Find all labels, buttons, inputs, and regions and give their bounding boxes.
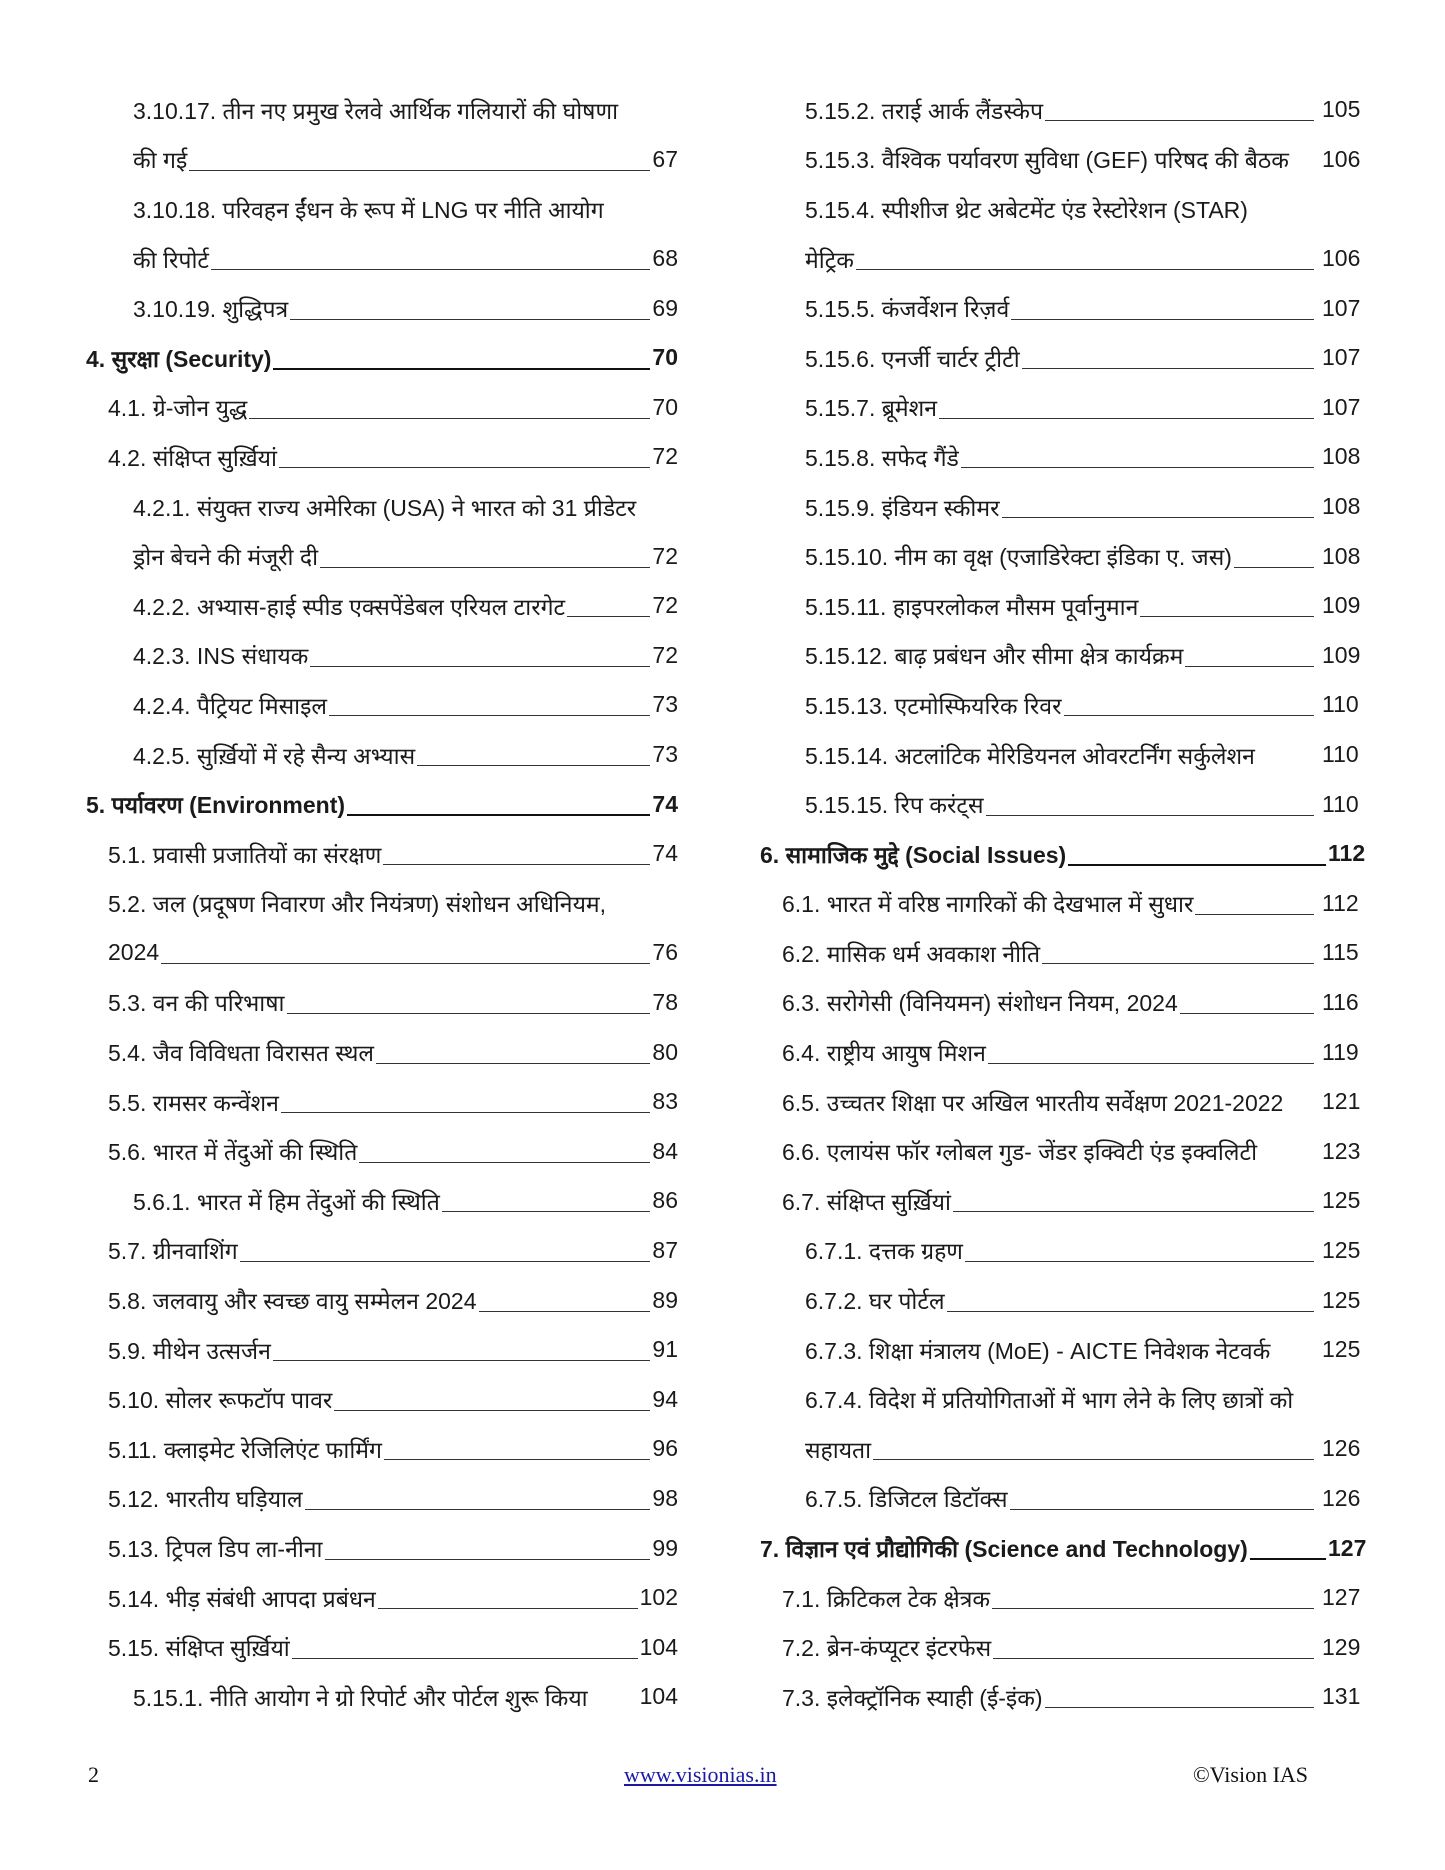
toc-page-number: 67 bbox=[652, 145, 678, 172]
toc-entry-title: 6.7.4. विदेश में प्रतियोगिताओं में भाग लेने के लिए छात्रों को bbox=[805, 1387, 1294, 1414]
toc-entry[interactable] bbox=[740, 730, 1380, 780]
toc-page-number: 84 bbox=[652, 1137, 678, 1164]
toc-page-number: 89 bbox=[652, 1286, 678, 1313]
toc-leader-line bbox=[240, 1261, 651, 1262]
toc-entry-title: 5.15.2. तराई आर्क लैंडस्केप bbox=[805, 97, 1044, 124]
toc-entry-title: 5.15.3. वैश्विक पर्यावरण सुविधा (GEF) परिषद की बैठक bbox=[805, 147, 1289, 174]
toc-leader-line bbox=[292, 1658, 638, 1659]
toc-entry[interactable] bbox=[0, 383, 690, 433]
toc-leader-line bbox=[953, 1211, 1314, 1212]
toc-entry[interactable] bbox=[0, 1622, 690, 1672]
toc-page-number: 119 bbox=[1322, 1038, 1359, 1065]
toc-page-number: 108 bbox=[1322, 443, 1361, 470]
toc-leader-line bbox=[273, 1360, 651, 1361]
toc-entry[interactable] bbox=[0, 730, 690, 780]
toc-page-number: 74 bbox=[652, 790, 678, 817]
toc-leader-line bbox=[1010, 1509, 1314, 1510]
toc-page-number: 72 bbox=[652, 641, 678, 668]
toc-entry[interactable] bbox=[0, 978, 690, 1028]
toc-leader-line bbox=[211, 269, 650, 270]
toc-entry-title: 7.2. ब्रेन-कंप्यूटर इंटरफेस bbox=[782, 1635, 992, 1662]
toc-leader-line bbox=[1068, 864, 1326, 866]
toc-entry-title: 6. सामाजिक मुद्दे (Social Issues) bbox=[760, 841, 1067, 868]
toc-entry[interactable] bbox=[740, 184, 1380, 234]
toc-entry[interactable] bbox=[0, 680, 690, 730]
toc-entry-title: 5.15.1. नीति आयोग ने ग्रो रिपोर्ट और पोर्टल शुरू किया bbox=[133, 1684, 588, 1711]
toc-page-number: 115 bbox=[1322, 939, 1359, 966]
toc-page-number: 108 bbox=[1322, 493, 1361, 520]
toc-leader-line bbox=[249, 418, 650, 419]
toc-entry[interactable] bbox=[0, 581, 690, 631]
toc-entry-title: 5.5. रामसर कन्वेंशन bbox=[108, 1089, 279, 1116]
toc-page-number: 83 bbox=[652, 1088, 678, 1115]
toc-entry-title: 4.2. संक्षिप्त सुर्ख़ियां bbox=[108, 444, 277, 471]
toc-entry-title: 3.10.18. परिवहन ईंधन के रूप में LNG पर नीति आयोग bbox=[133, 196, 604, 223]
toc-chapter-entry[interactable] bbox=[0, 333, 690, 383]
toc-leader-line bbox=[325, 1559, 651, 1560]
toc-entry-title: 6.2. मासिक धर्म अवकाश नीति bbox=[782, 940, 1041, 967]
toc-entry-title: 2024 bbox=[108, 939, 160, 966]
toc-page-number: 107 bbox=[1322, 344, 1361, 371]
copyright-text: ©Vision IAS bbox=[1193, 1762, 1309, 1787]
toc-leader-line bbox=[567, 616, 650, 617]
toc-entry-title: 6.7. संक्षिप्त सुर्ख़ियां bbox=[782, 1188, 951, 1215]
toc-entry-title: की गई bbox=[133, 147, 188, 174]
toc-page-number: 127 bbox=[1328, 1534, 1367, 1561]
toc-page-number: 116 bbox=[1322, 988, 1359, 1015]
toc-page-number: 131 bbox=[1322, 1683, 1361, 1710]
toc-entry-title: ड्रोन बेचने की मंजूरी दी bbox=[133, 544, 319, 571]
website-link[interactable]: www.visionias.in bbox=[624, 1762, 777, 1787]
toc-entry-title: सहायता bbox=[805, 1436, 872, 1463]
toc-entry[interactable] bbox=[740, 1573, 1380, 1623]
page-number: 2 bbox=[88, 1762, 99, 1787]
toc-entry[interactable] bbox=[0, 1226, 690, 1276]
toc-leader-line bbox=[1011, 319, 1314, 320]
toc-leader-line bbox=[993, 1658, 1314, 1659]
toc-leader-line bbox=[988, 1063, 1314, 1064]
toc-leader-line bbox=[290, 319, 650, 320]
toc-entry-title: 4.1. ग्रे-जोन युद्ध bbox=[108, 395, 248, 422]
toc-leader-line bbox=[273, 368, 650, 370]
toc-entry[interactable] bbox=[0, 829, 690, 879]
toc-entry[interactable] bbox=[740, 482, 1380, 532]
toc-page-number: 109 bbox=[1322, 641, 1361, 668]
toc-entry[interactable] bbox=[740, 1672, 1380, 1722]
toc-leader-line bbox=[189, 170, 650, 171]
toc-page-number: 102 bbox=[639, 1584, 678, 1611]
toc-page-number: 70 bbox=[652, 393, 678, 420]
toc-entry-title: 5.14. भीड़ संबंधी आपदा प्रबंधन bbox=[108, 1585, 376, 1612]
toc-entry-title: की रिपोर्ट bbox=[133, 246, 209, 273]
toc-leader-line bbox=[378, 1608, 638, 1609]
toc-page-number: 109 bbox=[1322, 592, 1361, 619]
toc-entry[interactable] bbox=[0, 1275, 690, 1325]
toc-entry-title: 4.2.1. संयुक्त राज्य अमेरिका (USA) ने भारत को 31 प्रीडेटर bbox=[133, 494, 637, 521]
toc-leader-line bbox=[334, 1410, 650, 1411]
toc-chapter-entry[interactable] bbox=[740, 829, 1380, 879]
toc-leader-line bbox=[479, 1311, 651, 1312]
toc-entry[interactable] bbox=[0, 1672, 690, 1722]
toc-page-number: 74 bbox=[652, 840, 678, 867]
toc-entry-title: 6.1. भारत में वरिष्ठ नागरिकों की देखभाल में सुधार bbox=[782, 891, 1194, 918]
toc-entry[interactable] bbox=[740, 1325, 1380, 1375]
toc-entry-title: 7. विज्ञान एवं प्रौद्योगिकी (Science and Technology) bbox=[760, 1536, 1248, 1563]
toc-page-number: 80 bbox=[652, 1038, 678, 1065]
toc-entry[interactable] bbox=[0, 482, 690, 532]
toc-entry[interactable] bbox=[0, 1176, 690, 1226]
toc-entry-title: 7.3. इलेक्ट्रॉनिक स्याही (ई-इंक) bbox=[782, 1684, 1043, 1711]
toc-entry-title: 3.10.17. तीन नए प्रमुख रेलवे आर्थिक गलियारों की घोषणा bbox=[133, 97, 619, 124]
toc-entry[interactable] bbox=[740, 432, 1380, 482]
toc-leader-line bbox=[383, 864, 650, 865]
toc-page-number: 123 bbox=[1322, 1137, 1361, 1164]
toc-page-number: 125 bbox=[1322, 1336, 1361, 1363]
toc-entry[interactable] bbox=[740, 680, 1380, 730]
toc-entry[interactable] bbox=[0, 1027, 690, 1077]
toc-page-number: 72 bbox=[652, 542, 678, 569]
toc-entry[interactable] bbox=[740, 1474, 1380, 1524]
toc-entry[interactable] bbox=[0, 631, 690, 681]
toc-entry-title: 4.2.3. INS संधायक bbox=[133, 643, 309, 670]
toc-entry[interactable] bbox=[740, 383, 1380, 433]
toc-entry[interactable] bbox=[740, 1176, 1380, 1226]
toc-entry[interactable] bbox=[740, 631, 1380, 681]
toc-entry[interactable] bbox=[0, 184, 690, 234]
toc-page-number: 125 bbox=[1322, 1236, 1361, 1263]
toc-leader-line bbox=[329, 715, 650, 716]
toc-entry[interactable] bbox=[740, 879, 1380, 929]
toc-page-number: 125 bbox=[1322, 1187, 1361, 1214]
toc-entry[interactable] bbox=[740, 581, 1380, 631]
toc-page-number: 110 bbox=[1322, 741, 1359, 768]
toc-entry-continuation[interactable] bbox=[0, 234, 690, 284]
toc-chapter-entry[interactable] bbox=[740, 1523, 1380, 1573]
toc-leader-line bbox=[1002, 517, 1314, 518]
toc-page-number: 72 bbox=[652, 592, 678, 619]
toc-entry-title: 5.7. ग्रीनवाशिंग bbox=[108, 1238, 238, 1265]
toc-entry[interactable] bbox=[740, 1077, 1380, 1127]
toc-leader-line bbox=[1180, 1013, 1314, 1014]
toc-entry-title: 5.15.5. कंजर्वेशन रिज़र्व bbox=[805, 296, 1010, 323]
toc-page-number: 112 bbox=[1322, 889, 1359, 916]
toc-entry-title: 5.15. संक्षिप्त सुर्ख़ियां bbox=[108, 1635, 290, 1662]
toc-page-number: 70 bbox=[652, 344, 678, 371]
toc-page-number: 98 bbox=[652, 1484, 678, 1511]
toc-entry[interactable] bbox=[740, 779, 1380, 829]
toc-page-number: 76 bbox=[652, 939, 678, 966]
toc-page-number: 126 bbox=[1322, 1484, 1361, 1511]
toc-entry-title: 5.15.14. अटलांटिक मेरिडियनल ओवरटर्निंग सर्कुलेशन bbox=[805, 742, 1255, 769]
toc-entry-title: 5.15.13. एटमोस्फियरिक रिवर bbox=[805, 692, 1062, 719]
toc-leader-line bbox=[873, 1459, 1314, 1460]
toc-page-number: 86 bbox=[652, 1187, 678, 1214]
toc-page-number: 96 bbox=[652, 1435, 678, 1462]
toc-entry-title: 6.7.2. घर पोर्टल bbox=[805, 1288, 945, 1315]
page-footer bbox=[0, 1762, 1445, 1802]
toc-leader-line bbox=[1042, 963, 1314, 964]
toc-entry[interactable] bbox=[740, 531, 1380, 581]
toc-entry[interactable] bbox=[0, 432, 690, 482]
toc-entry[interactable] bbox=[740, 283, 1380, 333]
toc-entry-title: 5.1. प्रवासी प्रजातियों का संरक्षण bbox=[108, 841, 382, 868]
toc-leader-line bbox=[384, 1459, 650, 1460]
toc-entry-continuation[interactable] bbox=[0, 531, 690, 581]
toc-entry-title: 5.8. जलवायु और स्वच्छ वायु सम्मेलन 2024 bbox=[108, 1288, 477, 1315]
toc-leader-line bbox=[965, 1261, 1314, 1262]
toc-entry-title: 5. पर्यावरण (Environment) bbox=[86, 792, 346, 819]
toc-leader-line bbox=[287, 1013, 651, 1014]
toc-entry-title: 6.3. सरोगेसी (विनियमन) संशोधन नियम, 2024 bbox=[782, 990, 1178, 1017]
toc-entry[interactable] bbox=[0, 1424, 690, 1474]
toc-entry-title: 5.2. जल (प्रदूषण निवारण और नियंत्रण) संशोधन अधिनियम, bbox=[108, 891, 607, 918]
toc-page-number: 108 bbox=[1322, 542, 1361, 569]
toc-page-number: 91 bbox=[652, 1336, 678, 1363]
toc-page-number: 68 bbox=[652, 245, 678, 272]
toc-leader-line bbox=[1045, 1707, 1314, 1708]
toc-entry-title: 4.2.2. अभ्यास-हाई स्पीड एक्सपेंडेबल एरियल टारगेट bbox=[133, 593, 566, 620]
toc-leader-line bbox=[417, 765, 650, 766]
toc-entry[interactable] bbox=[0, 1077, 690, 1127]
toc-page-number: 69 bbox=[652, 294, 678, 321]
toc-entry-title: 4.2.5. सुर्ख़ियों में रहे सैन्य अभ्यास bbox=[133, 742, 416, 769]
toc-right-column bbox=[740, 85, 1380, 1722]
toc-entry[interactable] bbox=[740, 333, 1380, 383]
toc-leader-line bbox=[320, 567, 650, 568]
toc-entry-title: 5.11. क्लाइमेट रेजिलिएंट फार्मिंग bbox=[108, 1436, 382, 1463]
toc-entry-title: 5.4. जैव विविधता विरासत स्थल bbox=[108, 1040, 375, 1067]
toc-entry-title: मेट्रिक bbox=[805, 246, 854, 273]
toc-leader-line bbox=[992, 1608, 1314, 1609]
toc-page-number: 72 bbox=[652, 443, 678, 470]
toc-page-number: 112 bbox=[1328, 840, 1366, 867]
toc-page-number: 99 bbox=[652, 1534, 678, 1561]
toc-entry-title: 4.2.4. पैट्रियट मिसाइल bbox=[133, 692, 327, 719]
toc-entry-title: 6.4. राष्ट्रीय आयुष मिशन bbox=[782, 1040, 986, 1067]
toc-entry-continuation[interactable] bbox=[0, 135, 690, 185]
toc-leader-line bbox=[939, 418, 1314, 419]
toc-entry[interactable] bbox=[740, 978, 1380, 1028]
toc-entry[interactable] bbox=[740, 1027, 1380, 1077]
toc-entry-title: 3.10.19. शुद्धिपत्र bbox=[133, 296, 289, 323]
toc-entry-title: 6.7.3. शिक्षा मंत्रालय (MoE) - AICTE निवेशक नेटवर्क bbox=[805, 1337, 1271, 1364]
toc-entry-title: 5.6.1. भारत में हिम तेंदुओं की स्थिति bbox=[133, 1188, 440, 1215]
toc-entry-continuation[interactable] bbox=[740, 234, 1380, 284]
toc-entry[interactable] bbox=[0, 85, 690, 135]
toc-leader-line bbox=[1250, 1558, 1326, 1560]
toc-leader-line bbox=[1022, 368, 1314, 369]
toc-leader-line bbox=[1045, 120, 1314, 121]
toc-page-number: 110 bbox=[1322, 790, 1359, 817]
toc-entry[interactable] bbox=[0, 1573, 690, 1623]
toc-entry-title: 6.7.1. दत्तक ग्रहण bbox=[805, 1238, 963, 1265]
toc-leader-line bbox=[442, 1211, 651, 1212]
toc-page-number: 106 bbox=[1322, 245, 1361, 272]
toc-entry-title: 5.15.7. ब्रूमेशन bbox=[805, 395, 938, 422]
toc-page-number: 105 bbox=[1322, 96, 1361, 123]
toc-leader-line bbox=[947, 1311, 1314, 1312]
toc-entry-title: 5.15.8. सफेद गैंडे bbox=[805, 444, 959, 471]
toc-entry[interactable] bbox=[0, 1523, 690, 1573]
toc-page-number: 107 bbox=[1322, 294, 1361, 321]
toc-entry-title: 6.7.5. डिजिटल डिटॉक्स bbox=[805, 1486, 1008, 1513]
toc-page-number: 94 bbox=[652, 1385, 678, 1412]
toc-entry-title: 5.12. भारतीय घड़ियाल bbox=[108, 1486, 303, 1513]
toc-page-number: 126 bbox=[1322, 1435, 1361, 1462]
toc-page-number: 110 bbox=[1322, 691, 1359, 718]
toc-leader-line bbox=[310, 666, 650, 667]
toc-entry[interactable] bbox=[740, 1226, 1380, 1276]
toc-entry-title: 6.5. उच्चतर शिक्षा पर अखिल भारतीय सर्वेक्षण 2021-2022 bbox=[782, 1089, 1284, 1116]
toc-left-column bbox=[0, 85, 690, 1722]
toc-entry[interactable] bbox=[0, 879, 690, 929]
toc-entry-continuation[interactable] bbox=[740, 1424, 1380, 1474]
toc-leader-line bbox=[359, 1162, 650, 1163]
toc-page-number: 106 bbox=[1322, 145, 1361, 172]
toc-leader-line bbox=[1140, 616, 1314, 617]
toc-page-number: 125 bbox=[1322, 1286, 1361, 1313]
toc-entry[interactable] bbox=[0, 1474, 690, 1524]
toc-entry[interactable] bbox=[740, 85, 1380, 135]
toc-leader-line bbox=[856, 269, 1314, 270]
toc-leader-line bbox=[305, 1509, 651, 1510]
toc-page-number: 73 bbox=[652, 741, 678, 768]
toc-entry-title: 5.15.4. स्पीशीज थ्रेट अबेटमेंट एंड रेस्टोरेशन (STAR) bbox=[805, 196, 1248, 223]
toc-entry-title: 5.3. वन की परिभाषा bbox=[108, 990, 285, 1017]
toc-page-number: 73 bbox=[652, 691, 678, 718]
toc-page-number: 127 bbox=[1322, 1584, 1361, 1611]
toc-leader-line bbox=[961, 467, 1314, 468]
toc-page-number: 104 bbox=[639, 1683, 678, 1710]
toc-entry[interactable] bbox=[0, 1126, 690, 1176]
toc-entry-title: 5.15.11. हाइपरलोकल मौसम पूर्वानुमान bbox=[805, 593, 1139, 620]
toc-entry-title: 7.1. क्रिटिकल टेक क्षेत्रक bbox=[782, 1585, 991, 1612]
toc-entry[interactable] bbox=[0, 1325, 690, 1375]
toc-leader-line bbox=[1234, 567, 1314, 568]
toc-entry-title: 5.15.15. रिप करंट्स bbox=[805, 792, 984, 819]
toc-page-number: 87 bbox=[652, 1236, 678, 1263]
toc-entry-title: 6.6. एलायंस फॉर ग्लोबल गुड- जेंडर इक्विटी एंड इक्वलिटी bbox=[782, 1139, 1258, 1166]
toc-entry[interactable] bbox=[740, 1374, 1380, 1424]
toc-leader-line bbox=[279, 467, 650, 468]
toc-entry[interactable] bbox=[0, 1374, 690, 1424]
toc-entry[interactable] bbox=[0, 283, 690, 333]
toc-leader-line bbox=[1195, 914, 1314, 915]
toc-page-number: 104 bbox=[639, 1633, 678, 1660]
toc-page-number: 78 bbox=[652, 988, 678, 1015]
toc-entry-title: 5.13. ट्रिपल डिप ला-नीना bbox=[108, 1536, 323, 1563]
toc-entry-title: 5.15.9. इंडियन स्कीमर bbox=[805, 494, 1000, 521]
toc-leader-line bbox=[1064, 715, 1315, 716]
toc-entry-title: 4. सुरक्षा (Security) bbox=[86, 345, 272, 372]
toc-entry-title: 5.6. भारत में तेंदुओं की स्थिति bbox=[108, 1139, 358, 1166]
toc-entry-title: 5.15.10. नीम का वृक्ष (एजाडिरेक्टा इंडिका ए. जस) bbox=[805, 544, 1232, 571]
toc-leader-line bbox=[161, 963, 650, 964]
toc-page-number: 107 bbox=[1322, 393, 1361, 420]
toc-entry[interactable] bbox=[740, 1275, 1380, 1325]
toc-entry-title: 5.9. मीथेन उत्सर्जन bbox=[108, 1337, 271, 1364]
toc-page-number: 121 bbox=[1322, 1088, 1361, 1115]
toc-leader-line bbox=[986, 815, 1314, 816]
toc-entry-title: 5.15.6. एनर्जी चार्टर ट्रीटी bbox=[805, 345, 1020, 372]
toc-entry-continuation[interactable] bbox=[0, 928, 690, 978]
toc-entry[interactable] bbox=[740, 1622, 1380, 1672]
toc-page-number: 129 bbox=[1322, 1633, 1361, 1660]
toc-leader-line bbox=[347, 814, 650, 816]
toc-entry[interactable] bbox=[740, 135, 1380, 185]
toc-chapter-entry[interactable] bbox=[0, 779, 690, 829]
toc-entry-title: 5.15.12. बाढ़ प्रबंधन और सीमा क्षेत्र कार्यक्रम bbox=[805, 643, 1184, 670]
toc-leader-line bbox=[376, 1063, 650, 1064]
toc-entry-title: 5.10. सोलर रूफटॉप पावर bbox=[108, 1387, 333, 1414]
toc-leader-line bbox=[1185, 666, 1314, 667]
toc-leader-line bbox=[281, 1112, 650, 1113]
toc-entry[interactable] bbox=[740, 1126, 1380, 1176]
toc-entry[interactable] bbox=[740, 928, 1380, 978]
